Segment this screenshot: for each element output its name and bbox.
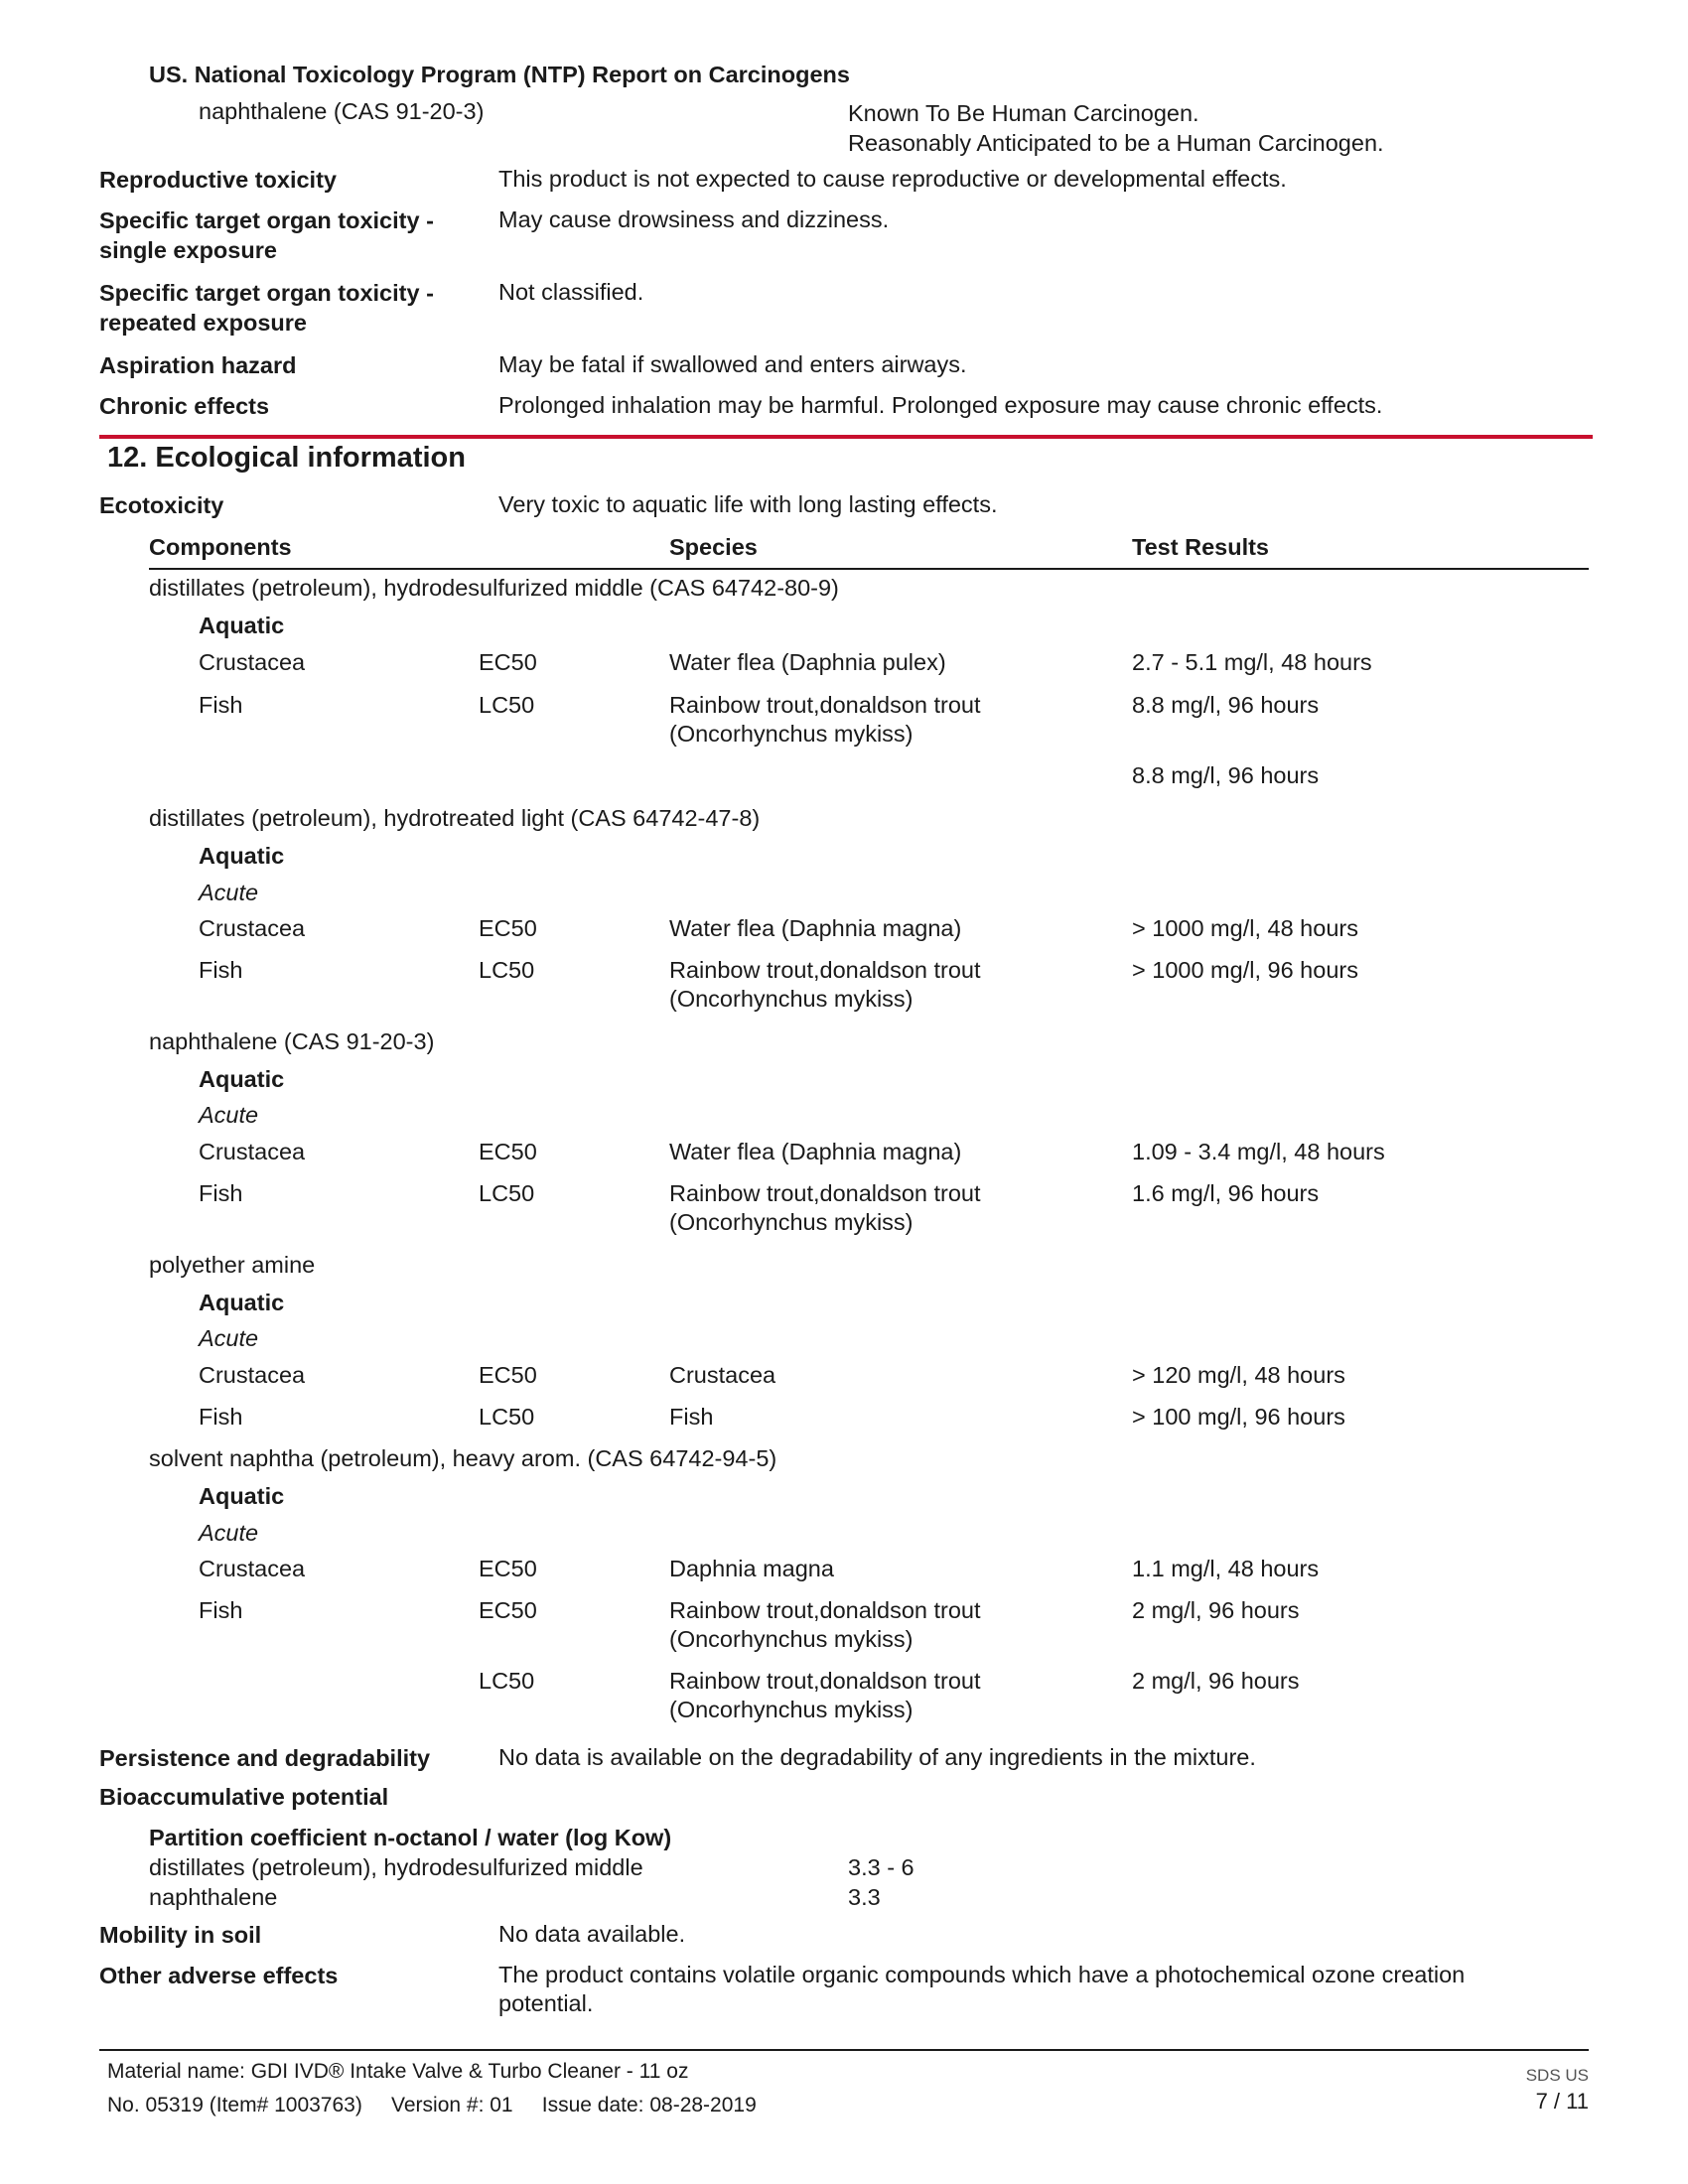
species: Water flea (Daphnia pulex) xyxy=(669,649,946,675)
component-name: polyether amine xyxy=(149,1252,316,1278)
partition-value: 3.3 xyxy=(848,1884,881,1910)
stot-single-value: May cause drowsiness and dizziness. xyxy=(498,206,890,232)
stot-single-label-1: Specific target organ toxicity - xyxy=(99,207,434,233)
test-type: LC50 xyxy=(479,957,535,983)
ntp-heading: US. National Toxicology Program (NTP) Report on Carcinogens xyxy=(149,62,850,87)
ntp-classification-1: Known To Be Human Carcinogen. xyxy=(848,100,1199,126)
component-name: distillates (petroleum), hydrodesulfurized middle (CAS 64742-80-9) xyxy=(149,575,839,601)
aquatic-label: Aquatic xyxy=(199,1066,285,1092)
other-adverse-label: Other adverse effects xyxy=(99,1963,339,1988)
test-type: EC50 xyxy=(479,1362,537,1388)
footer-material-name: Material name: GDI IVD® Intake Valve & Turbo Cleaner - 11 oz xyxy=(107,2060,689,2083)
aspiration-hazard-value: May be fatal if swallowed and enters airways. xyxy=(498,351,967,377)
mobility-value: No data available. xyxy=(498,1921,686,1947)
test-result: 2.7 - 5.1 mg/l, 48 hours xyxy=(1132,649,1372,675)
stot-single-label-2: single exposure xyxy=(99,237,277,263)
footer-page-number: 7 / 11 xyxy=(1535,2089,1589,2114)
ecotoxicity-value: Very toxic to aquatic life with long lasting effects. xyxy=(498,491,998,517)
test-result: 2 mg/l, 96 hours xyxy=(1132,1668,1300,1694)
species: Rainbow trout,donaldson trout xyxy=(669,692,981,718)
species: Fish xyxy=(669,1404,714,1430)
species: Water flea (Daphnia magna) xyxy=(669,915,962,941)
reproductive-toxicity-label: Reproductive toxicity xyxy=(99,167,337,193)
test-result: 8.8 mg/l, 96 hours xyxy=(1132,762,1320,788)
header-test-results: Test Results xyxy=(1132,534,1269,560)
chronic-effects-label: Chronic effects xyxy=(99,393,270,419)
test-result: 1.6 mg/l, 96 hours xyxy=(1132,1180,1320,1206)
partition-name: naphthalene xyxy=(149,1884,278,1910)
persistence-value: No data is available on the degradability of any ingredients in the mixture. xyxy=(498,1744,1256,1770)
component-name: distillates (petroleum), hydrotreated light (CAS 64742-47-8) xyxy=(149,805,761,831)
species: Rainbow trout,donaldson trout xyxy=(669,957,981,983)
organism: Crustacea xyxy=(199,915,306,941)
test-result: > 120 mg/l, 48 hours xyxy=(1132,1362,1345,1388)
acute-label: Acute xyxy=(199,1325,259,1351)
ntp-substance: naphthalene (CAS 91-20-3) xyxy=(199,98,485,124)
stot-repeated-value: Not classified. xyxy=(498,279,644,305)
aquatic-label: Aquatic xyxy=(199,1483,285,1509)
test-type: LC50 xyxy=(479,1404,535,1430)
header-species: Species xyxy=(669,534,758,560)
persistence-label: Persistence and degradability xyxy=(99,1745,431,1771)
test-result: 2 mg/l, 96 hours xyxy=(1132,1597,1300,1623)
reproductive-toxicity-value: This product is not expected to cause reproductive or developmental effects. xyxy=(498,166,1287,192)
chronic-effects-value: Prolonged inhalation may be harmful. Prolonged exposure may cause chronic effects. xyxy=(498,392,1383,418)
acute-label: Acute xyxy=(199,880,259,905)
other-adverse-value-1: The product contains volatile organic compounds which have a photochemical ozone creation xyxy=(498,1962,1466,1987)
test-type: LC50 xyxy=(479,692,535,718)
section-12-title: 12. Ecological information xyxy=(107,442,466,474)
test-type: EC50 xyxy=(479,1139,537,1164)
test-result: 8.8 mg/l, 96 hours xyxy=(1132,692,1320,718)
stot-repeated-label-1: Specific target organ toxicity - xyxy=(99,280,434,306)
organism: Fish xyxy=(199,692,243,718)
organism: Crustacea xyxy=(199,1139,306,1164)
test-type: LC50 xyxy=(479,1668,535,1694)
partition-name: distillates (petroleum), hydrodesulfurized middle xyxy=(149,1854,643,1880)
species-latin: (Oncorhynchus mykiss) xyxy=(669,1626,914,1652)
test-type: EC50 xyxy=(479,915,537,941)
test-type: EC50 xyxy=(479,1597,537,1623)
section-divider xyxy=(99,435,1593,439)
aspiration-hazard-label: Aspiration hazard xyxy=(99,352,297,378)
species: Rainbow trout,donaldson trout xyxy=(669,1180,981,1206)
species-latin: (Oncorhynchus mykiss) xyxy=(669,1209,914,1235)
organism: Fish xyxy=(199,1180,243,1206)
species: Rainbow trout,donaldson trout xyxy=(669,1668,981,1694)
organism: Crustacea xyxy=(199,1362,306,1388)
bioaccumulative-label: Bioaccumulative potential xyxy=(99,1784,389,1810)
test-result: 1.09 - 3.4 mg/l, 48 hours xyxy=(1132,1139,1385,1164)
organism: Fish xyxy=(199,957,243,983)
species-latin: (Oncorhynchus mykiss) xyxy=(669,986,914,1012)
species: Rainbow trout,donaldson trout xyxy=(669,1597,981,1623)
header-components: Components xyxy=(149,534,292,560)
footer-doc-info: No. 05319 (Item# 1003763) Version #: 01 Issue date: 08-28-2019 xyxy=(107,2094,757,2116)
organism: Fish xyxy=(199,1597,243,1623)
footer-sds-label: SDS US xyxy=(1525,2066,1589,2085)
test-type: EC50 xyxy=(479,1556,537,1581)
component-name: solvent naphtha (petroleum), heavy arom. (CAS 64742-94-5) xyxy=(149,1445,777,1471)
species-latin: (Oncorhynchus mykiss) xyxy=(669,721,914,747)
test-type: LC50 xyxy=(479,1180,535,1206)
component-name: naphthalene (CAS 91-20-3) xyxy=(149,1028,435,1054)
species: Water flea (Daphnia magna) xyxy=(669,1139,962,1164)
test-result: > 1000 mg/l, 48 hours xyxy=(1132,915,1358,941)
partition-heading: Partition coefficient n-octanol / water (log Kow) xyxy=(149,1825,672,1850)
organism: Fish xyxy=(199,1404,243,1430)
aquatic-label: Aquatic xyxy=(199,1290,285,1315)
ecotoxicity-label: Ecotoxicity xyxy=(99,492,224,518)
partition-value: 3.3 - 6 xyxy=(848,1854,914,1880)
test-type: EC50 xyxy=(479,649,537,675)
species: Daphnia magna xyxy=(669,1556,834,1581)
other-adverse-value-2: potential. xyxy=(498,1990,594,2016)
stot-repeated-label-2: repeated exposure xyxy=(99,310,307,336)
test-result: > 1000 mg/l, 96 hours xyxy=(1132,957,1358,983)
species: Crustacea xyxy=(669,1362,776,1388)
aquatic-label: Aquatic xyxy=(199,613,285,638)
acute-label: Acute xyxy=(199,1102,259,1128)
acute-label: Acute xyxy=(199,1520,259,1546)
footer-rule xyxy=(99,2049,1589,2051)
ntp-classification-2: Reasonably Anticipated to be a Human Carcinogen. xyxy=(848,130,1384,156)
table-header-rule xyxy=(149,568,1589,570)
test-result: 1.1 mg/l, 48 hours xyxy=(1132,1556,1320,1581)
organism: Crustacea xyxy=(199,649,306,675)
mobility-label: Mobility in soil xyxy=(99,1922,262,1948)
test-result: > 100 mg/l, 96 hours xyxy=(1132,1404,1345,1430)
organism: Crustacea xyxy=(199,1556,306,1581)
species-latin: (Oncorhynchus mykiss) xyxy=(669,1697,914,1722)
aquatic-label: Aquatic xyxy=(199,843,285,869)
